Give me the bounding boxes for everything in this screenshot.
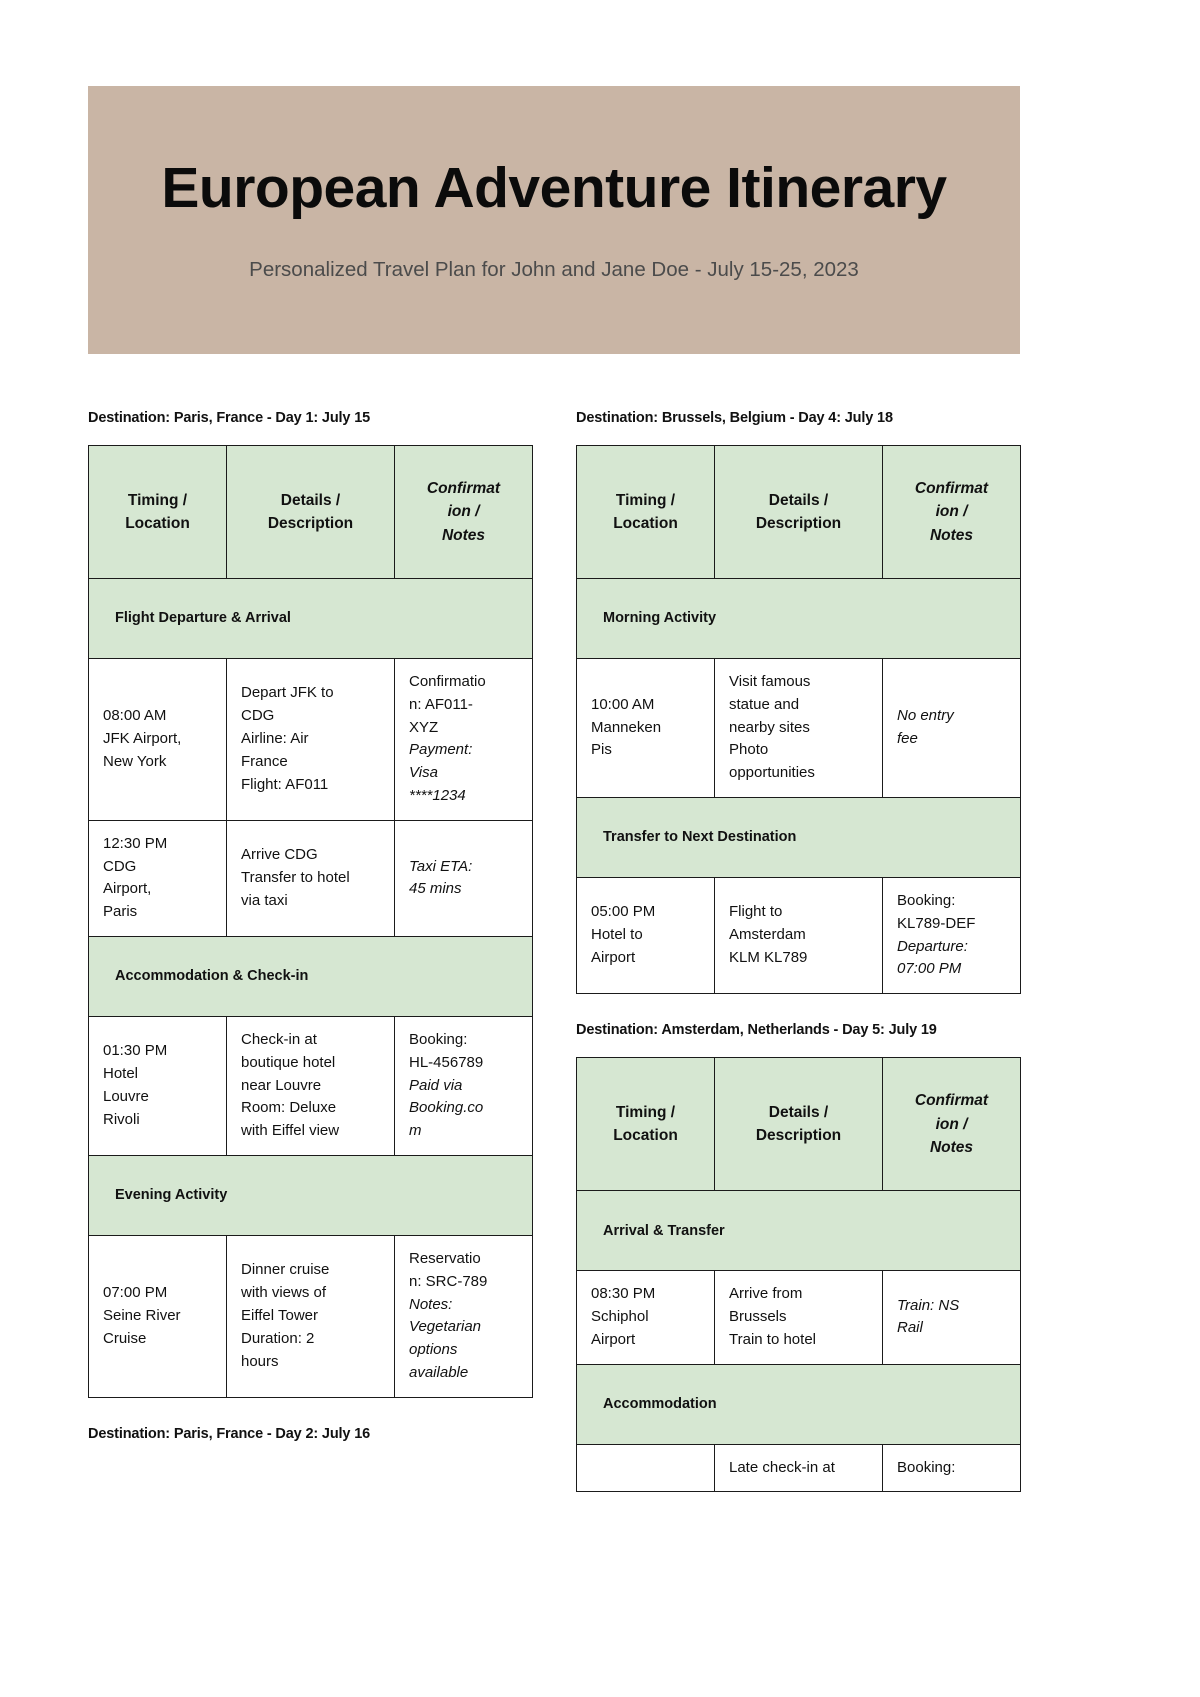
cell-line: Airport bbox=[591, 1330, 636, 1348]
cell-line: 05:00 PM bbox=[591, 903, 656, 921]
column-header-timing: Timing / Location bbox=[89, 446, 227, 579]
table-row bbox=[577, 877, 1021, 993]
cell-timing-location bbox=[89, 659, 227, 821]
cell-line: with views of bbox=[241, 1284, 327, 1302]
cell-confirmation-notes bbox=[395, 659, 533, 821]
cell-details-description bbox=[715, 1444, 883, 1492]
cell-line: Manneken bbox=[591, 718, 662, 736]
cell-line: Payment: bbox=[409, 741, 473, 759]
cell-timing-location bbox=[577, 1271, 715, 1364]
section-label: Accommodation bbox=[577, 1364, 1021, 1444]
cell-line: CDG bbox=[103, 857, 137, 875]
cell-line: 07:00 PM bbox=[897, 960, 962, 978]
cell-timing-location bbox=[89, 1235, 227, 1397]
section-header-row bbox=[577, 1191, 1021, 1271]
cell-details-description bbox=[715, 659, 883, 798]
day-heading: Destination: Paris, France - Day 2: July 16 bbox=[88, 1425, 371, 1442]
table-row bbox=[89, 1016, 533, 1155]
section-header-row bbox=[89, 936, 533, 1016]
cell-line: Depart JFK to bbox=[241, 684, 334, 702]
cell-line: Hotel bbox=[103, 1065, 139, 1083]
cell-line: Duration: 2 bbox=[241, 1329, 315, 1347]
cell-line: Amsterdam bbox=[729, 926, 806, 944]
cell-line: HL-456789 bbox=[409, 1053, 484, 1071]
cell-line: Booking.co bbox=[409, 1099, 484, 1117]
cell-line: France bbox=[241, 752, 288, 770]
cell-confirmation-notes bbox=[883, 877, 1021, 993]
table-row bbox=[577, 659, 1021, 798]
section-label: Flight Departure & Arrival bbox=[89, 579, 533, 659]
cell-line: boutique hotel bbox=[241, 1053, 336, 1071]
section-label: Transfer to Next Destination bbox=[577, 797, 1021, 877]
cell-line: Paid via bbox=[409, 1076, 463, 1094]
page-subtitle: Personalized Travel Plan for John and Jane Doe - July 15-25, 2023 bbox=[249, 257, 859, 281]
day-block bbox=[88, 410, 576, 1398]
cell-line: Airport, bbox=[103, 880, 152, 898]
day-heading: Destination: Paris, France - Day 1: July 15 bbox=[88, 410, 371, 426]
cell-line: Photo bbox=[729, 741, 769, 759]
table-row bbox=[89, 820, 533, 936]
cell-line: n: AF011- bbox=[409, 695, 473, 713]
cell-details-description bbox=[227, 820, 395, 936]
itinerary-table bbox=[88, 445, 533, 1398]
left-column bbox=[88, 410, 576, 1492]
cell-line: 12:30 PM bbox=[103, 834, 168, 852]
column-header-timing: Timing / Location bbox=[577, 1058, 715, 1191]
cell-line: Eiffel Tower bbox=[241, 1306, 318, 1324]
cell-line: with Eiffel view bbox=[241, 1122, 340, 1140]
itinerary-columns bbox=[0, 410, 1200, 1492]
cell-line: New York bbox=[103, 752, 167, 770]
cell-line: CDG bbox=[241, 707, 275, 725]
cell-timing-location bbox=[89, 820, 227, 936]
cell-line: Rivoli bbox=[103, 1110, 140, 1128]
day-block bbox=[576, 410, 1064, 994]
cell-line: 10:00 AM bbox=[591, 695, 655, 713]
cell-line: Louvre bbox=[103, 1087, 149, 1105]
cell-timing-location bbox=[577, 1444, 715, 1492]
table-row bbox=[577, 1444, 1021, 1492]
column-header-details: Details / Description bbox=[227, 446, 395, 579]
cell-line: Pis bbox=[591, 741, 612, 759]
table-header-row bbox=[89, 446, 533, 579]
document-header-banner bbox=[88, 86, 1020, 354]
cell-line: ****1234 bbox=[409, 786, 466, 804]
cell-line: Flight: AF011 bbox=[241, 775, 329, 793]
cell-line: Paris bbox=[103, 903, 138, 921]
section-label: Accommodation & Check-in bbox=[89, 936, 533, 1016]
cell-line: Taxi ETA: bbox=[409, 857, 473, 875]
cell-line: hours bbox=[241, 1352, 279, 1370]
table-row bbox=[89, 659, 533, 821]
cell-line: nearby sites bbox=[729, 718, 810, 736]
column-header-timing: Timing / Location bbox=[577, 446, 715, 579]
column-header-notes: Confirmat ion / Notes bbox=[395, 446, 533, 579]
cell-line: 45 mins bbox=[409, 880, 462, 898]
section-label: Arrival & Transfer bbox=[577, 1191, 1021, 1271]
cell-details-description bbox=[227, 659, 395, 821]
section-header-row bbox=[577, 1364, 1021, 1444]
cell-line: Schiphol bbox=[591, 1307, 649, 1325]
cell-line: KL789-DEF bbox=[897, 914, 976, 932]
cell-line: n: SRC-789 bbox=[409, 1272, 488, 1290]
itinerary-table bbox=[576, 1057, 1021, 1492]
cell-line: Seine River bbox=[103, 1306, 181, 1324]
table-header-row bbox=[577, 446, 1021, 579]
cell-line: 08:00 AM bbox=[103, 707, 167, 725]
cell-line: via taxi bbox=[241, 891, 288, 909]
cell-line: XYZ bbox=[409, 718, 439, 736]
cell-confirmation-notes bbox=[883, 659, 1021, 798]
cell-line: Late check-in at bbox=[729, 1458, 835, 1476]
column-header-details: Details / Description bbox=[715, 446, 883, 579]
column-header-notes: Confirmat ion / Notes bbox=[883, 1058, 1021, 1191]
cell-line: Vegetarian bbox=[409, 1318, 481, 1336]
section-label: Evening Activity bbox=[89, 1155, 533, 1235]
cell-confirmation-notes bbox=[395, 820, 533, 936]
cell-line: Departure: bbox=[897, 937, 968, 955]
cell-line: Airline: Air bbox=[241, 729, 309, 747]
column-header-notes: Confirmat ion / Notes bbox=[883, 446, 1021, 579]
cell-line: Cruise bbox=[103, 1329, 147, 1347]
cell-line: Transfer to hotel bbox=[241, 868, 350, 886]
page-title: European Adventure Itinerary bbox=[161, 156, 947, 221]
cell-line: 01:30 PM bbox=[103, 1042, 168, 1060]
cell-line: Brussels bbox=[729, 1307, 787, 1325]
cell-line: Room: Deluxe bbox=[241, 1099, 337, 1117]
cell-confirmation-notes bbox=[883, 1444, 1021, 1492]
cell-line: 08:30 PM bbox=[591, 1285, 656, 1303]
cell-line: Train: NS bbox=[897, 1296, 960, 1314]
cell-line: fee bbox=[897, 729, 918, 747]
day-block bbox=[88, 1426, 576, 1442]
cell-line: Train to hotel bbox=[729, 1330, 816, 1348]
cell-line: Arrive CDG bbox=[241, 846, 318, 864]
cell-timing-location bbox=[577, 659, 715, 798]
itinerary-table bbox=[576, 445, 1021, 994]
day-heading: Destination: Amsterdam, Netherlands - Day 5: July 19 bbox=[576, 1022, 937, 1039]
cell-confirmation-notes bbox=[883, 1271, 1021, 1364]
cell-line: Confirmatio bbox=[409, 673, 486, 690]
cell-details-description bbox=[715, 877, 883, 993]
cell-line: Dinner cruise bbox=[241, 1261, 330, 1279]
cell-line: JFK Airport, bbox=[103, 729, 182, 747]
cell-line: opportunities bbox=[729, 764, 815, 782]
cell-details-description bbox=[715, 1271, 883, 1364]
cell-line: near Louvre bbox=[241, 1076, 322, 1094]
cell-line: Airport bbox=[591, 948, 636, 966]
column-header-details: Details / Description bbox=[715, 1058, 883, 1191]
cell-line: Booking: bbox=[409, 1030, 468, 1048]
cell-details-description bbox=[227, 1235, 395, 1397]
cell-timing-location bbox=[89, 1016, 227, 1155]
cell-line: Visa bbox=[409, 764, 438, 782]
cell-line: Rail bbox=[897, 1319, 923, 1337]
section-header-row bbox=[89, 1155, 533, 1235]
cell-timing-location bbox=[577, 877, 715, 993]
cell-line: available bbox=[409, 1363, 469, 1381]
day-block bbox=[576, 1022, 1064, 1492]
section-header-row bbox=[577, 797, 1021, 877]
cell-confirmation-notes bbox=[395, 1235, 533, 1397]
section-header-row bbox=[577, 579, 1021, 659]
cell-line: Visit famous bbox=[729, 673, 811, 690]
cell-line: No entry bbox=[897, 707, 954, 725]
section-header-row bbox=[89, 579, 533, 659]
cell-line: Flight to bbox=[729, 903, 783, 921]
cell-line: KLM KL789 bbox=[729, 948, 808, 966]
cell-line: m bbox=[409, 1122, 422, 1140]
cell-confirmation-notes bbox=[395, 1016, 533, 1155]
cell-line: Booking: bbox=[897, 891, 956, 909]
cell-line: Arrive from bbox=[729, 1285, 803, 1303]
section-label: Morning Activity bbox=[577, 579, 1021, 659]
cell-line: 07:00 PM bbox=[103, 1284, 168, 1302]
cell-line: statue and bbox=[729, 695, 800, 713]
cell-line: Reservatio bbox=[409, 1249, 481, 1267]
cell-line: options bbox=[409, 1341, 458, 1359]
day-heading: Destination: Brussels, Belgium - Day 4: July 18 bbox=[576, 410, 893, 426]
cell-line: Check-in at bbox=[241, 1030, 317, 1048]
table-row bbox=[89, 1235, 533, 1397]
cell-line: Hotel to bbox=[591, 926, 643, 944]
cell-details-description bbox=[227, 1016, 395, 1155]
cell-line: Notes: bbox=[409, 1295, 453, 1313]
cell-line: Booking: bbox=[897, 1458, 956, 1476]
table-row bbox=[577, 1271, 1021, 1364]
right-column bbox=[576, 410, 1064, 1492]
table-header-row bbox=[577, 1058, 1021, 1191]
